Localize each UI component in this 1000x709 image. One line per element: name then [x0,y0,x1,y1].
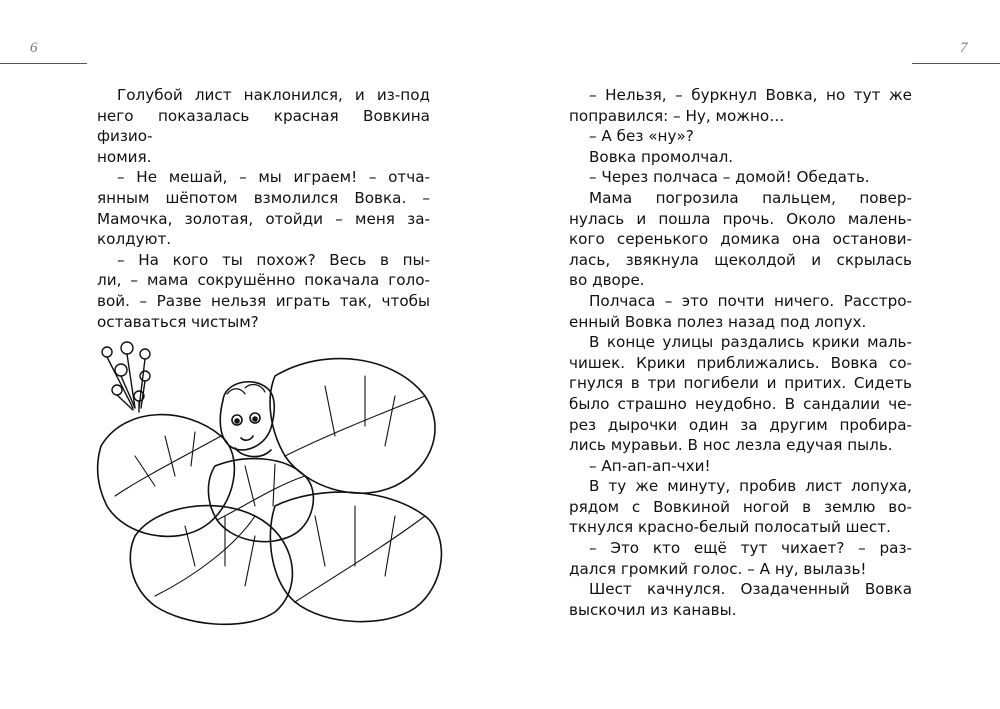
left-page-text [97,85,430,332]
text-line: – Не мешай, – мы играем! – отча- [117,168,430,187]
text-line: нулась и пошла прочь. Около малень- [569,209,912,228]
text-line: В конце улицы раздались крики маль- [589,333,912,352]
text-line: – На кого ты похож? Весь в пы- [117,250,430,269]
paragraph [569,332,912,456]
paragraph [569,147,912,168]
paragraph [569,85,912,126]
paragraph [569,579,912,620]
paragraph [569,476,912,538]
text-line: гнулся в три погибели и притих. Сидеть [569,374,912,393]
paragraph [569,291,912,332]
paragraph [569,126,912,147]
text-line: – Ап-ап-ап-чхи! [589,456,711,475]
text-line: колдуют. [97,230,172,249]
text-line: чишек. Крики приближались. Вовка со- [569,353,912,372]
text-line: – Нельзя, – буркнул Вовка, но тут же [589,86,912,104]
paragraph [97,167,430,249]
text-line: ткнулся красно-белый полосатый шест. [569,518,891,537]
text-line: Мамочка, золотая, отойди – меня за- [97,209,430,228]
page-number-left: 6 [30,40,38,56]
text-line: лась, звякнула щеколдой и скрылась [569,250,912,269]
paragraph [97,250,430,332]
text-line: во дворе. [569,271,645,290]
right-page-text [569,85,912,620]
text-line: Полчаса – это почти ничего. Расстро- [589,291,912,310]
header-rule-left [0,63,87,64]
header-rule-right [912,63,1000,64]
paragraph [569,188,912,291]
text-line: поправился: – Ну, можно… [569,106,785,125]
illustration [95,336,452,636]
text-line: рядом с Вовкиной ногой в землю во- [569,497,912,516]
page-number-right: 7 [960,40,968,56]
text-line: – Через полчаса – домой! Обедать. [589,168,870,187]
text-line: кого серенького домика она останови- [569,230,912,249]
text-line: выскочил из канавы. [569,600,737,619]
text-line: В ту же минуту, пробив лист лопуха, [589,477,912,496]
text-line: енный Вовка полез назад под лопух. [569,312,867,331]
text-line: Мама погрозила пальцем, повер- [589,188,912,207]
text-line: Шест качнулся. Озадаченный Вовка [589,580,912,599]
text-line: янным шёпотом взмолился Вовка. – [97,188,430,207]
paragraph [97,85,430,167]
text-line: вой. – Разве нельзя играть так, чтобы [97,291,430,310]
text-line: ли, – мама сокрушённо покачала голо- [97,271,430,290]
text-line: дался громкий голос. – А ну, вылазь! [569,559,867,578]
text-line: было страшно неудобно. В сандалии че- [569,394,912,413]
paragraph [569,167,912,188]
text-line: Вовка промолчал. [589,147,734,166]
text-line: номия. [97,147,152,166]
text-line: него показалась красная Вовкина физио- [97,106,430,146]
text-line: Голубой лист наклонился, и из-под [117,86,430,104]
text-line: – Это кто ещё тут чихает? – раз- [589,539,912,558]
paragraph [569,538,912,579]
text-line: лись муравьи. В нос лезла едучая пыль. [569,436,893,455]
paragraph [569,456,912,477]
text-line: – А без «ну»? [589,127,694,146]
text-line: рез дырочки один за другим пробира- [569,415,912,434]
text-line: оставаться чистым? [97,312,259,331]
burdock-leaves-boy-illustration-icon [95,336,452,636]
